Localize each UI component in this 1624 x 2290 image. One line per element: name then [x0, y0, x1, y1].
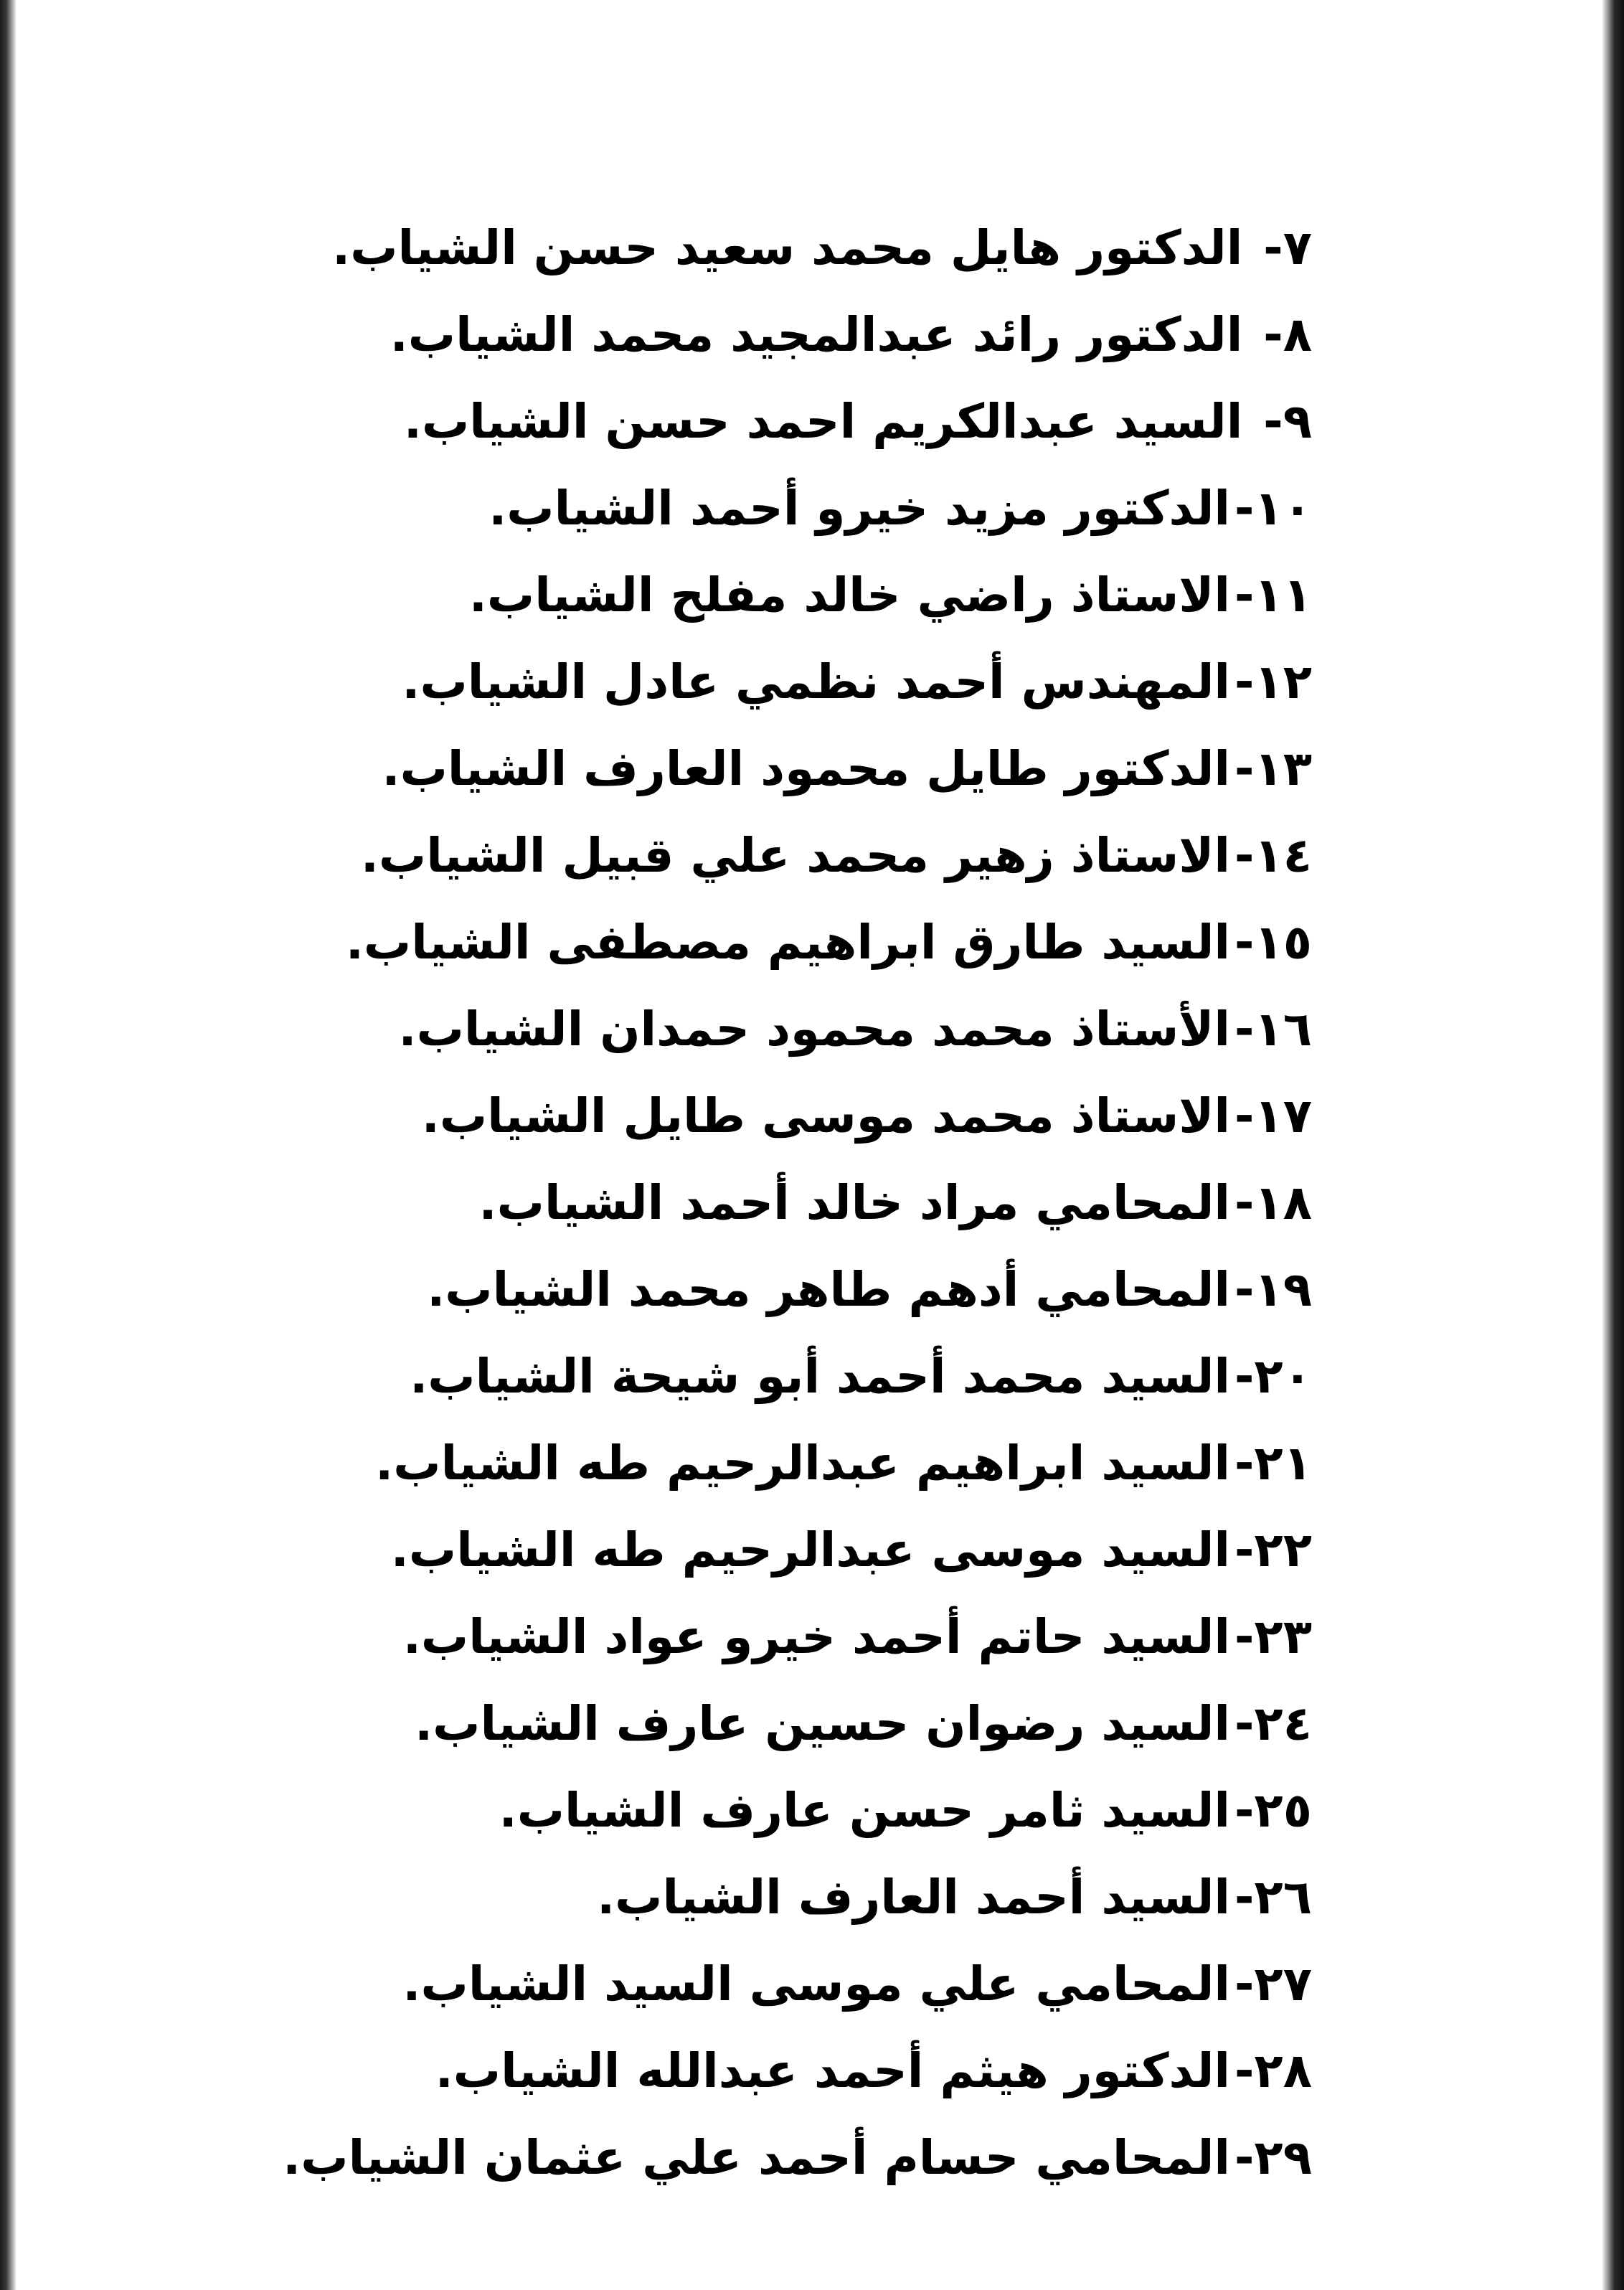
item-text: الأستاذ محمد محمود حمدان الشياب. — [398, 1002, 1231, 1057]
item-number: ١٩- — [1234, 1262, 1312, 1317]
item-number: ٢٣- — [1234, 1609, 1312, 1664]
item-text: المحامي حسام أحمد علي عثمان الشياب. — [283, 2130, 1231, 2185]
item-number: ٢٧- — [1234, 1956, 1312, 2012]
list-item — [236, 812, 1312, 899]
page-shadow-left — [0, 0, 16, 2290]
list-item — [236, 1333, 1312, 1420]
item-text: الدكتور طايل محمود العارف الشياب. — [382, 741, 1231, 796]
page-shadow-right — [1602, 0, 1624, 2290]
item-text: المهندس أحمد نظمي عادل الشياب. — [402, 654, 1231, 710]
item-number: ٨- — [1263, 307, 1312, 362]
item-text: السيد عبدالكريم احمد حسن الشياب. — [403, 394, 1260, 449]
item-number: ٢١- — [1234, 1436, 1312, 1491]
item-number: ٢٢- — [1234, 1522, 1312, 1578]
item-text: الاستاذ راضي خالد مفلح الشياب. — [468, 567, 1231, 623]
item-text: السيد حاتم أحمد خيرو عواد الشياب. — [402, 1609, 1231, 1664]
item-text: الدكتور هيثم أحمد عبدالله الشياب. — [435, 2043, 1231, 2098]
item-number: ١٧- — [1234, 1088, 1312, 1144]
list-item — [236, 1073, 1312, 1159]
item-text: الدكتور هايل محمد سعيد حسن الشياب. — [332, 220, 1260, 275]
item-text: الاستاذ محمد موسى طايل الشياب. — [421, 1088, 1231, 1144]
item-number: ٢٩- — [1234, 2130, 1312, 2185]
list-item — [236, 639, 1312, 725]
item-number: ١٣- — [1234, 741, 1312, 796]
list-item — [236, 2114, 1312, 2201]
list-item — [236, 291, 1312, 378]
item-number: ٧- — [1263, 220, 1312, 275]
item-number: ١٢- — [1234, 654, 1312, 710]
list-item — [236, 204, 1312, 291]
list-item — [236, 986, 1312, 1073]
item-text: السيد موسى عبدالرحيم طه الشياب. — [390, 1522, 1231, 1578]
list-item — [236, 1507, 1312, 1593]
list-item — [236, 2027, 1312, 2114]
list-item — [236, 465, 1312, 552]
item-number: ١٨- — [1234, 1175, 1312, 1230]
item-text: السيد ابراهيم عبدالرحيم طه الشياب. — [375, 1436, 1231, 1491]
list-item — [236, 1246, 1312, 1333]
list-item — [236, 1420, 1312, 1507]
item-text: الاستاذ زهير محمد علي قبيل الشياب. — [360, 828, 1231, 883]
item-number: ٢٨- — [1234, 2043, 1312, 2098]
list-item — [236, 1941, 1312, 2027]
item-number: ١٠- — [1234, 481, 1312, 536]
item-number: ١٥- — [1234, 915, 1312, 970]
list-item — [236, 1159, 1312, 1246]
item-number: ٩- — [1263, 394, 1312, 449]
item-text: المحامي أدهم طاهر محمد الشياب. — [427, 1262, 1231, 1317]
list-item — [236, 899, 1312, 986]
item-text: الدكتور رائد عبدالمجيد محمد الشياب. — [390, 307, 1260, 362]
item-text: المحامي مراد خالد أحمد الشياب. — [478, 1175, 1231, 1230]
item-number: ١٦- — [1234, 1002, 1312, 1057]
item-text: السيد رضوان حسين عارف الشياب. — [415, 1696, 1231, 1751]
list-item — [236, 1593, 1312, 1680]
list-item — [236, 1680, 1312, 1767]
names-list — [236, 204, 1312, 2201]
list-item — [236, 552, 1312, 639]
item-number: ٢٤- — [1234, 1696, 1312, 1751]
item-text: السيد محمد أحمد أبو شيحة الشياب. — [410, 1349, 1231, 1404]
item-number: ١١- — [1234, 567, 1312, 623]
item-number: ٢٦- — [1234, 1870, 1312, 1925]
item-number: ١٤- — [1234, 828, 1312, 883]
item-text: الدكتور مزيد خيرو أحمد الشياب. — [488, 481, 1231, 536]
item-text: السيد ثامر حسن عارف الشياب. — [499, 1783, 1231, 1838]
item-text: السيد أحمد العارف الشياب. — [597, 1870, 1231, 1925]
item-number: ٢٠- — [1234, 1349, 1312, 1404]
list-item — [236, 378, 1312, 465]
item-number: ٢٥- — [1234, 1783, 1312, 1838]
list-item — [236, 1767, 1312, 1854]
list-item — [236, 1854, 1312, 1941]
item-text: السيد طارق ابراهيم مصطفى الشياب. — [345, 915, 1231, 970]
item-text: المحامي علي موسى السيد الشياب. — [402, 1956, 1231, 2012]
list-item — [236, 725, 1312, 812]
